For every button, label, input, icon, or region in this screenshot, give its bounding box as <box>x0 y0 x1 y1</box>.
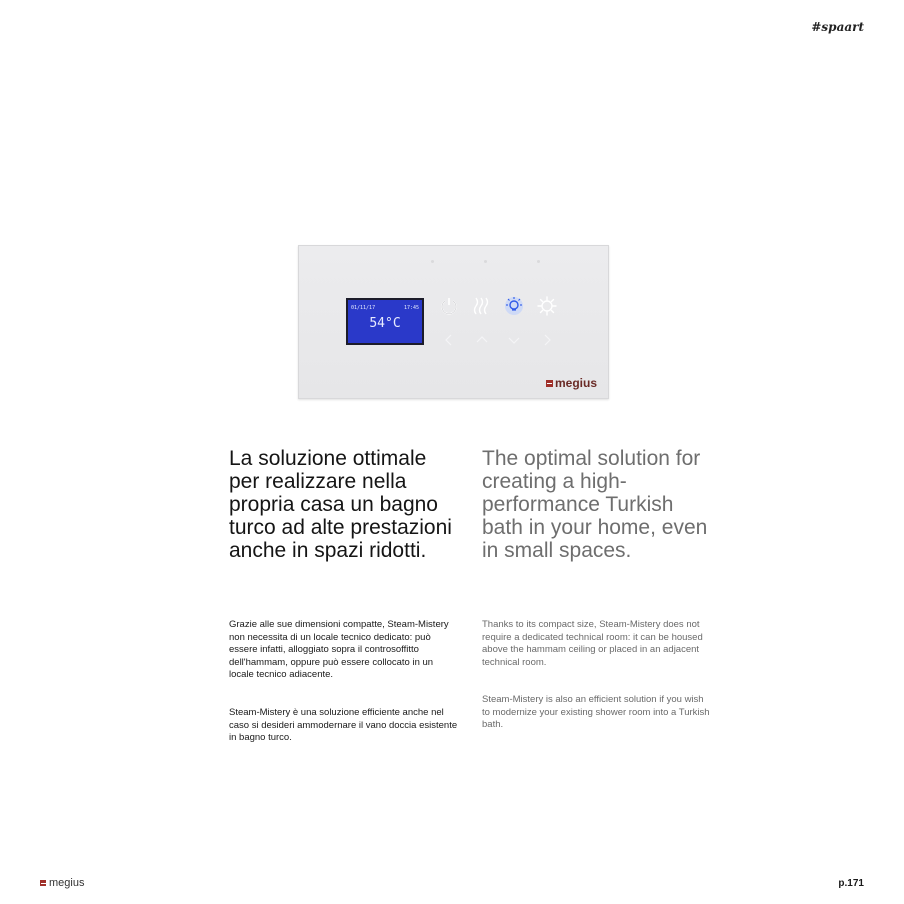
italian-paragraph-2: Steam-Mistery è una soluzione efficiente anche nel caso si desideri ammodernare il vano doccia esistente in bagno turco. <box>229 707 458 743</box>
control-panel-image <box>298 245 609 399</box>
lcd-date: 01/11/17 <box>351 305 376 311</box>
power-icon <box>438 295 460 317</box>
brand-mark-icon <box>40 880 46 886</box>
panel-brand-logo <box>546 376 597 390</box>
brand-mark-icon <box>546 380 553 387</box>
settings-icon <box>536 295 558 317</box>
up-arrow-icon <box>475 332 489 346</box>
panel-dot <box>484 260 487 263</box>
italian-heading: La soluzione ottimale per realizzare nella propria casa un bagno turco ad alte prestazioni anche in spazi ridotti. <box>229 447 452 562</box>
italian-paragraph-1: Grazie alle sue dimensioni compatte, Steam-Mistery non necessita di un locale tecnico dedicato: può essere infatti, alloggiato sopra il controsoffitto dell'hammam, oppure può essere collocato in un locale tecnico adiacente. <box>229 619 449 680</box>
hashtag-label: #spaart <box>811 20 864 34</box>
panel-brand-text: megius <box>554 376 597 390</box>
steam-icon <box>470 295 492 317</box>
lcd-time: 17:45 <box>403 305 419 311</box>
left-arrow-icon <box>442 332 456 346</box>
right-arrow-icon <box>540 332 554 346</box>
footer-brand-logo <box>40 877 84 889</box>
light-icon <box>503 295 525 317</box>
english-paragraph-1: Thanks to its compact size, Steam-Mistery does not require a dedicated technical room: it can be housed above the hammam ceiling or placed in an adjacent technical room. <box>482 619 703 668</box>
panel-dot <box>431 260 434 263</box>
footer-brand-text: megius <box>49 877 85 889</box>
panel-dot <box>537 260 540 263</box>
page-number: p.171 <box>838 878 864 889</box>
lcd-temperature: 54°C <box>369 316 401 331</box>
english-paragraph-2: Steam-Mistery is also an efficient solution if you wish to modernize your existing shower room into a Turkish bath. <box>482 694 710 730</box>
lcd-display <box>346 298 424 345</box>
english-heading: The optimal solution for creating a high-performance Turkish bath in your home, even in small spaces. <box>482 447 708 562</box>
down-arrow-icon <box>507 332 521 346</box>
